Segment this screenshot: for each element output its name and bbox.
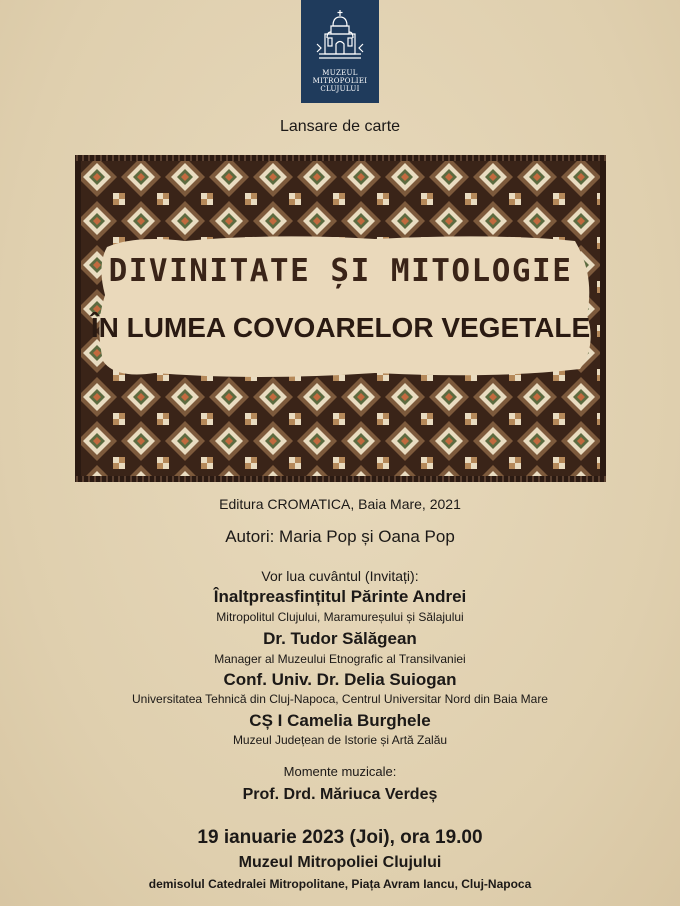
speaker-name: Înaltpreasfințitul Părinte Andrei [213,587,467,606]
book-title-line-2: ÎN LUMEA COVOARELOR VEGETALE [90,312,591,343]
speakers-heading: Vor lua cuvântul (Invitați): [261,568,419,584]
logo-line-2: MITROPOLIEI [312,77,368,85]
publisher-info: Editura CROMATICA, Baia Mare, 2021 [219,496,461,512]
music-heading: Momente muzicale: [283,764,397,779]
book-title-line-1: DIVINITATE ȘI MITOLOGIE [108,253,573,289]
event-type-label: Lansare de carte [279,118,401,135]
speaker-role: Mitropolitul Clujului, Maramureșului și Sălajului [216,610,464,624]
music-performer: Prof. Drd. Măriuca Verdeș [242,786,438,803]
event-venue: Muzeul Mitropoliei Clujului [238,854,442,871]
cathedral-icon [315,8,365,66]
speaker-role: Manager al Muzeului Etnografic al Transilvaniei [214,652,466,666]
speaker-name: Dr. Tudor Sălăgean [263,629,417,648]
event-address: demisolul Catedralei Mitropolitane, Piața Avram Iancu, Cluj-Napoca [148,877,532,891]
speaker-role: Universitatea Tehnică din Cluj-Napoca, Centrul Universitar Nord din Baia Mare [132,692,548,706]
museum-logo [301,0,379,103]
logo-line-1: MUZEUL [322,69,358,77]
authors-line: Autori: Maria Pop și Oana Pop [225,527,455,546]
speaker-name: CȘ I Camelia Burghele [249,711,431,730]
logo-line-3: CLUJULUI [320,85,360,93]
event-date: 19 ianuarie 2023 (Joi), ora 19.00 [197,827,483,848]
speaker-role: Muzeul Județean de Istorie și Artă Zalău [232,733,448,747]
speaker-name: Conf. Univ. Dr. Delia Suiogan [223,670,457,689]
